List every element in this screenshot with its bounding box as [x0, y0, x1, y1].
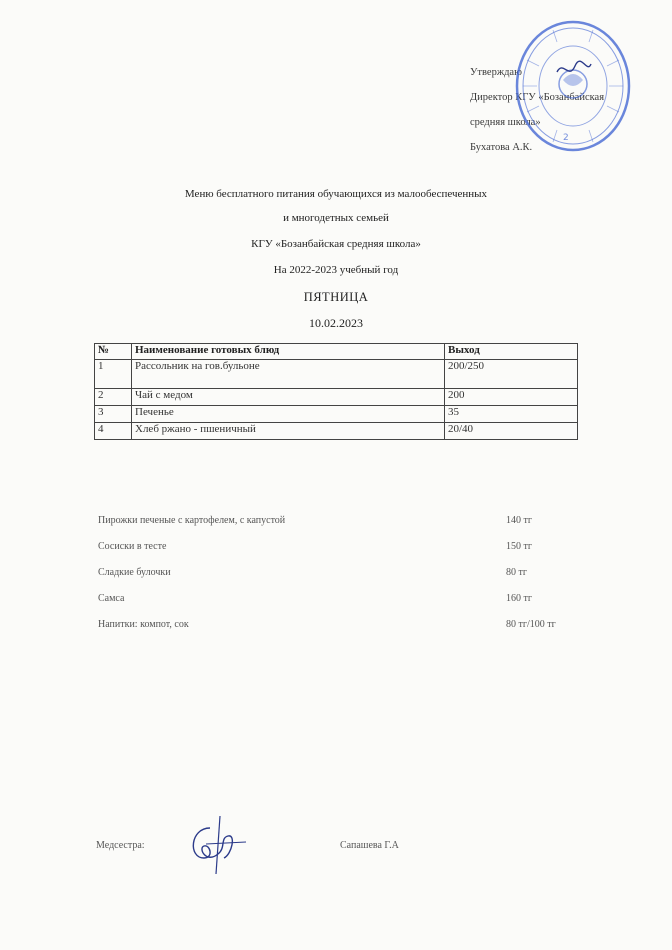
signature-icon [180, 808, 250, 878]
header-line-4: На 2022-2023 учебный год [273, 264, 399, 276]
row-number: 1 [95, 360, 132, 389]
col-header-number: № [95, 344, 132, 360]
header-line-1: Меню бесплатного питания обучающихся из малообеспеченных [184, 188, 488, 200]
table-row [95, 406, 578, 423]
col-header-dish: Наименование готовых блюд [132, 344, 445, 360]
row-dish: Рассольник на гов.бульоне [132, 360, 445, 389]
menu-date: 10.02.2023 [309, 316, 363, 330]
extra-item-name: Напитки: компот, сок [98, 619, 189, 630]
approval-line-2: Директор КГУ «Бозанбайская [470, 92, 605, 103]
extra-items-list [98, 515, 578, 645]
header-line-3: КГУ «Бозанбайская средняя школа» [251, 238, 421, 250]
table-header-row [95, 344, 578, 360]
approval-line-3: средняя школа» [470, 117, 541, 128]
list-item [98, 593, 578, 619]
row-dish: Хлеб ржано - пшеничный [132, 423, 445, 440]
table-row [95, 423, 578, 440]
menu-table [94, 343, 578, 440]
table-row [95, 360, 578, 389]
col-header-output: Выход [445, 344, 578, 360]
header-line-2: и многодетных семьей [283, 212, 389, 224]
row-number: 3 [95, 406, 132, 423]
official-seal-icon [513, 20, 633, 160]
extra-item-price: 80 тг [506, 567, 527, 578]
row-dish: Чай с медом [132, 389, 445, 406]
row-number: 2 [95, 389, 132, 406]
row-dish: Печенье [132, 406, 445, 423]
extra-item-price: 160 тг [506, 593, 532, 604]
nurse-label: Медсестра: [96, 840, 145, 851]
list-item [98, 515, 578, 541]
extra-item-price: 80 тг/100 тг [506, 619, 556, 630]
list-item [98, 541, 578, 567]
approval-line-1: Утверждаю [470, 67, 522, 78]
row-output: 200 [445, 389, 578, 406]
row-number: 4 [95, 423, 132, 440]
extra-item-name: Пирожки печеные с картофелем, с капустой [98, 515, 286, 526]
table-row [95, 389, 578, 406]
nurse-name: Сапашева Г.А [340, 840, 399, 851]
extra-item-name: Сосиски в тесте [98, 541, 167, 552]
row-output: 35 [445, 406, 578, 423]
approval-line-4: Бухатова А.К. [470, 142, 533, 153]
day-of-week: ПЯТНИЦА [303, 290, 369, 304]
extra-item-price: 150 тг [506, 541, 532, 552]
extra-item-name: Самса [98, 593, 125, 604]
row-output: 200/250 [445, 360, 578, 389]
list-item [98, 567, 578, 593]
row-output: 20/40 [445, 423, 578, 440]
extra-item-price: 140 тг [506, 515, 532, 526]
extra-item-name: Сладкие булочки [98, 567, 171, 578]
svg-text:2: 2 [563, 133, 569, 143]
list-item [98, 619, 578, 645]
